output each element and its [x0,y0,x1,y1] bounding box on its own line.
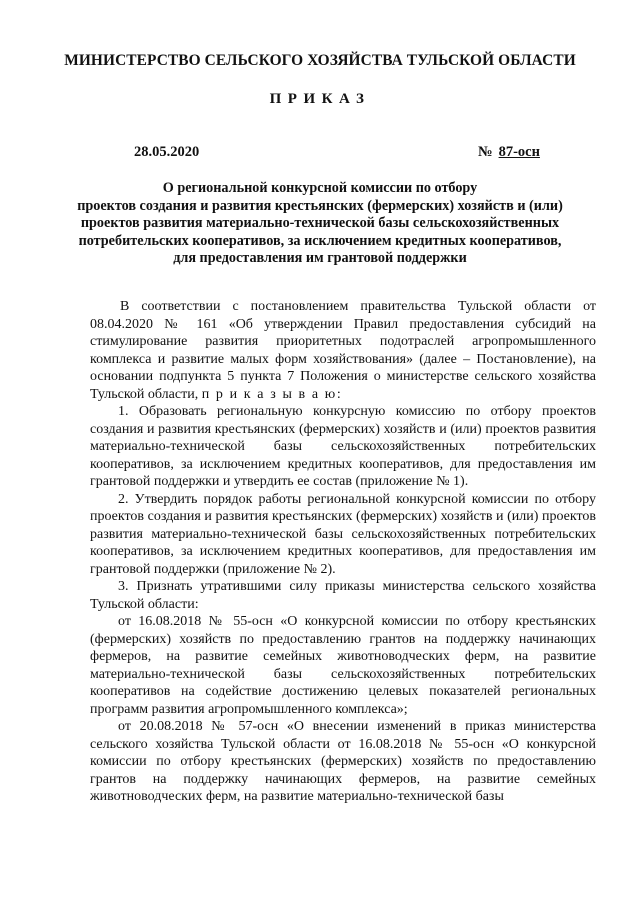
preamble-text: В соответствии с постановлением правительства Тульской области от 08.04.2020 № 161 «Об утверждении Правил предоставления субсидий на стимулирование развития приоритетных подотраслей агропромышленного комплекса и развитие малых форм хозяйствования» (далее – Постановление), на основании подпункта 5 пункта 7 Положения о министерстве сельского хозяйства Тульской области, [90,299,596,402]
heading-line: проектов развития материально-технической базы сельскохозяйственных [80,215,560,232]
order-number [478,144,540,161]
order-number-value: 87-осн [498,144,540,160]
ministry-name: МИНИСТЕРСТВО СЕЛЬСКОГО ХОЗЯЙСТВА ТУЛЬСКОЙ ОБЛАСТИ [64,52,576,69]
item-2-paragraph: 2. Утвердить порядок работы региональной конкурсной комиссии по отбору проектов создания и развития крестьянских (фермерских) хозяйств и (или) проектов развития материально-технической базы сельскохозяйственных потребительских кооперативов, за исключением кредитных кооперативов, для предоставления им грантовой поддержки (приложение № 2). [90,491,596,577]
order-word: п р и к а з ы в а ю: [201,386,343,402]
item-1-paragraph: 1. Образовать региональную конкурсную комиссию по отбору проектов создания и развития крестьянских (фермерских) хозяйств и (или) проектов развития материально-технической базы сельскохозяйственных потребительских кооперативов, за исключением кредитных кооперативов, для предоставления им грантовой поддержки и утвердить ее состав (приложение № 1). [90,404,596,489]
order-heading [70,180,570,268]
heading-line: проектов создания и развития крестьянских (фермерских) хозяйств и (или) [77,197,563,214]
item-3-paragraph: 3. Признать утратившими силу приказы министерства сельского хозяйства Тульской области: [90,579,596,612]
repealed-order-1: от 16.08.2018 № 55-осн «О конкурсной комиссии по отбору крестьянских (фермерских) хозяйств по предоставлению грантов на поддержку начинающих фермеров, на развитие семейных животноводческих ферм, на развитие материально-технической базы сельскохозяйственных потребительских кооперативов на содействие достижению целевых показателей региональных программ развития агропромышленного комплекса»; [90,614,596,717]
number-sign: № [478,144,493,160]
order-body [90,298,596,806]
repealed-order-2: от 20.08.2018 № 57-осн «О внесении изменений в приказ министерства сельского хозяйства Тульской области от 16.08.2018 № 55-осн «О конкурсной комиссии по отбору крестьянских (фермерских) хозяйств по предоставлению грантов на поддержку начинающих фермеров, на развитие семейных животноводческих ферм, на развитие материально-технической базы [90,719,596,804]
heading-line: для предоставления им грантовой поддержки [173,250,467,267]
document-type: ПРИКАЗ [269,91,371,107]
heading-line: О региональной конкурсной комиссии по отбору [162,180,478,196]
heading-line: потребительских кооперативов, за исключением кредитных кооперативов, [78,232,562,249]
order-date: 28.05.2020 [134,144,200,160]
preamble-paragraph [90,298,596,403]
